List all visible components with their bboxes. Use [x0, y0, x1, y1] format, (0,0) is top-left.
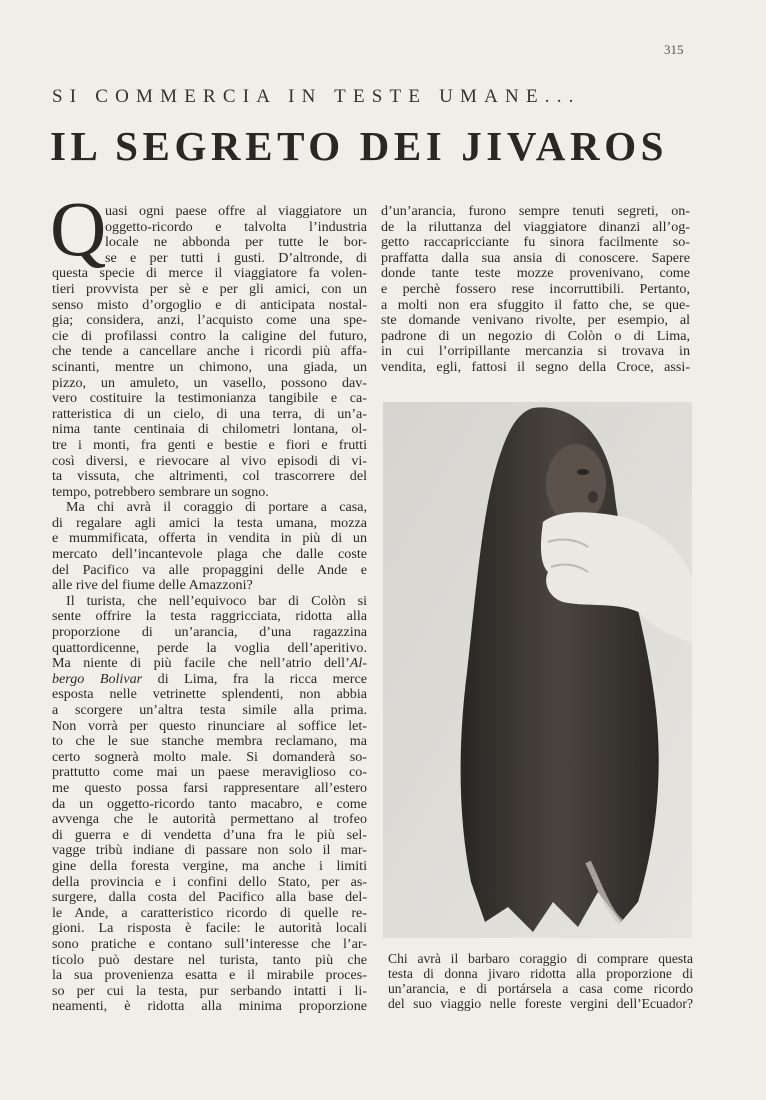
text-line: surgere, dalla costa del Pacifico alla base del- [52, 889, 367, 906]
text-line: ticolo può destare nel turista, tanto più che [52, 951, 367, 968]
text-line: gine della foresta vergine, ma anche i limiti [52, 857, 367, 874]
caption-line: Chi avrà il barbaro coraggio di comprare questa [388, 951, 693, 966]
text-line: quattordicenne, perde la voglia dell’aperitivo. [52, 639, 367, 656]
right-column-text [381, 204, 690, 376]
text-line: da un oggetto-ricordo tanto macabro, e come [52, 795, 367, 812]
drop-cap: Q [50, 185, 107, 272]
text-line: della provincia e i confini dello Stato, per as- [52, 873, 367, 890]
text-line: tre i monti, fra genti e bestie e fiori e frutti [52, 436, 367, 453]
text-line: che tende a cancellare anche i ricordi più affa- [52, 343, 367, 360]
caption-line: del suo viaggio nelle foreste vergini dell’Ecuador? [388, 996, 693, 1011]
text-line: neamenti, è ridotta alla minima proporzione [52, 998, 367, 1015]
text-line: la sua provenienza esatta e il mirabile proces- [52, 967, 367, 984]
text-line: nima tante centinaia di chilometri lontana, ol- [52, 421, 367, 438]
text-line: pizzo, un amuleto, un vasello, possono dav- [52, 374, 367, 391]
text-line: così diversi, e rievocare al vivo episodi di vi- [52, 452, 367, 469]
text-line: proporzione di un’arancia, d’una ragazzina [52, 624, 367, 641]
text-line: tieri provvista per sè e per gli amici, con un [52, 280, 367, 297]
shrunken-head-photo [383, 402, 692, 938]
text-line: prattutto come mai un paese meraviglioso co- [52, 764, 367, 781]
text-line: ratteristica di un cielo, di una terra, di un’a- [52, 405, 367, 422]
text-line: ta vissuta, che altrimenti, col trascorrere del [52, 468, 367, 485]
text-line: esposta nelle vetrinette splendenti, non abbia [52, 686, 367, 703]
caption-line: un’arancia, e di portársela a casa come ricordo [388, 981, 693, 996]
left-column-text [52, 204, 367, 1015]
text-line [52, 656, 367, 672]
text-line: di guerra e di vendetta d’una fra le più sel- [52, 826, 367, 843]
text-segment: Ma niente di più facile che nell’atrio dell’ [52, 655, 350, 672]
text-segment: di Lima, fra la ricca merce [142, 670, 368, 687]
text-line: donde tante teste mozze provenivano, come [381, 265, 690, 282]
text-line: di regalare agli amici la testa umana, mozza [52, 514, 367, 531]
text-line: le Ande, a caratteristico ricordo di quelle re- [52, 904, 367, 921]
text-line: alle rive del fiume delle Amazzoni? [52, 577, 253, 594]
text-line: senso misto d’orgoglio e di anticipata nostal- [52, 296, 367, 313]
text-line: gioni. La risposta è facile: le autorità locali [52, 920, 367, 937]
text-line: padrone di un negozio di Colòn o di Lima, [381, 327, 690, 344]
text-line: mercato dell’incantevole plaga che dalle coste [52, 546, 367, 563]
italic-text: bergo Bolivar [52, 670, 143, 687]
text-line: certo sognerà molto male. Si domanderà so- [52, 748, 367, 765]
text-line: questa specie di merce il viaggiatore fa volen- [52, 265, 367, 282]
text-line: so per cui la testa, pur serbando intatti i li- [52, 982, 367, 999]
text-line: a molti non era sfuggito il fatto che, se que- [381, 296, 690, 313]
text-line: vagge tribù indiane di passare non solo il mar- [52, 842, 367, 859]
text-line: oggetto-ricordo e talvolta l’industria [105, 218, 367, 235]
text-line: avvenga che le autorità permettano al trofeo [52, 811, 367, 828]
text-line: sente offrire la testa raggricciata, ridotta alla [52, 608, 367, 625]
text-line: praffatta dalla sua ansia di conoscere. Sapere [381, 249, 690, 266]
text-line [52, 672, 367, 688]
caption-line: testa di donna jivaro ridotta alla proporzione di [388, 966, 693, 981]
text-line: tempo, potrebbero sembrare un sogno. [52, 483, 269, 500]
text-line: me questo possa farsi rappresentare all’estero [52, 779, 367, 796]
page-number: 315 [664, 42, 684, 57]
text-line: Ma chi avrà il coraggio di portare a casa, [66, 499, 367, 516]
text-line: uasi ogni paese offre al viaggiatore un [105, 203, 367, 219]
text-line: Il turista, che nell’equivoco bar di Colòn si [66, 592, 367, 609]
photo-image [383, 402, 692, 938]
text-line: vendita, egli, fattosi il segno della Croce, assi- [381, 358, 690, 375]
text-line: locale ne abbonda per tutte le bor- [105, 234, 367, 251]
article-kicker: SI COMMERCIA IN TESTE UMANE... [52, 86, 581, 107]
article-title: IL SEGRETO DEI JIVAROS [50, 123, 669, 169]
text-line: se e per tutti i gusti. D’altronde, di [105, 249, 367, 266]
text-line: d’un’arancia, furono sempre tenuti segreti, on- [381, 203, 690, 219]
text-line: to che le sue stanche membra reclamano, ma [52, 733, 367, 750]
italic-text: Al- [349, 655, 367, 672]
text-line: de la riluttanza del viaggiatore dinanzi all’og- [381, 218, 690, 235]
text-line: gia; considera, anzi, l’acquisto come una spe- [52, 312, 367, 329]
text-line: a scorgere un’altra testa simile alla prima. [52, 702, 367, 718]
text-line: scinanti, mentre un chimono, una giada, un [52, 358, 367, 375]
text-line: getto raccapricciante fu sinora facilmente so- [381, 234, 690, 251]
text-line: vero costituire la testimonianza tangibile e ca- [52, 390, 367, 407]
text-line: in cui l’orripillante mercanzia si trovava in [381, 343, 690, 360]
text-line: cie di profilassi contro la caligine del futuro, [52, 327, 367, 344]
text-line: e mummificata, offerta in vendita in più di un [52, 530, 367, 547]
text-line: e perchè fossero rese incorruttibili. Pertanto, [381, 280, 690, 297]
text-line: ste domande venivano rivolte, per esempio, al [381, 312, 690, 329]
text-line: sono pratiche e contano sull’interesse che l’ar- [52, 935, 367, 952]
photo-caption [388, 951, 693, 1011]
text-line: Non vorrà per questo rinunciare al soffice let- [52, 717, 367, 734]
text-line: del Pacifico va alle propaggini delle Ande e [52, 561, 367, 578]
